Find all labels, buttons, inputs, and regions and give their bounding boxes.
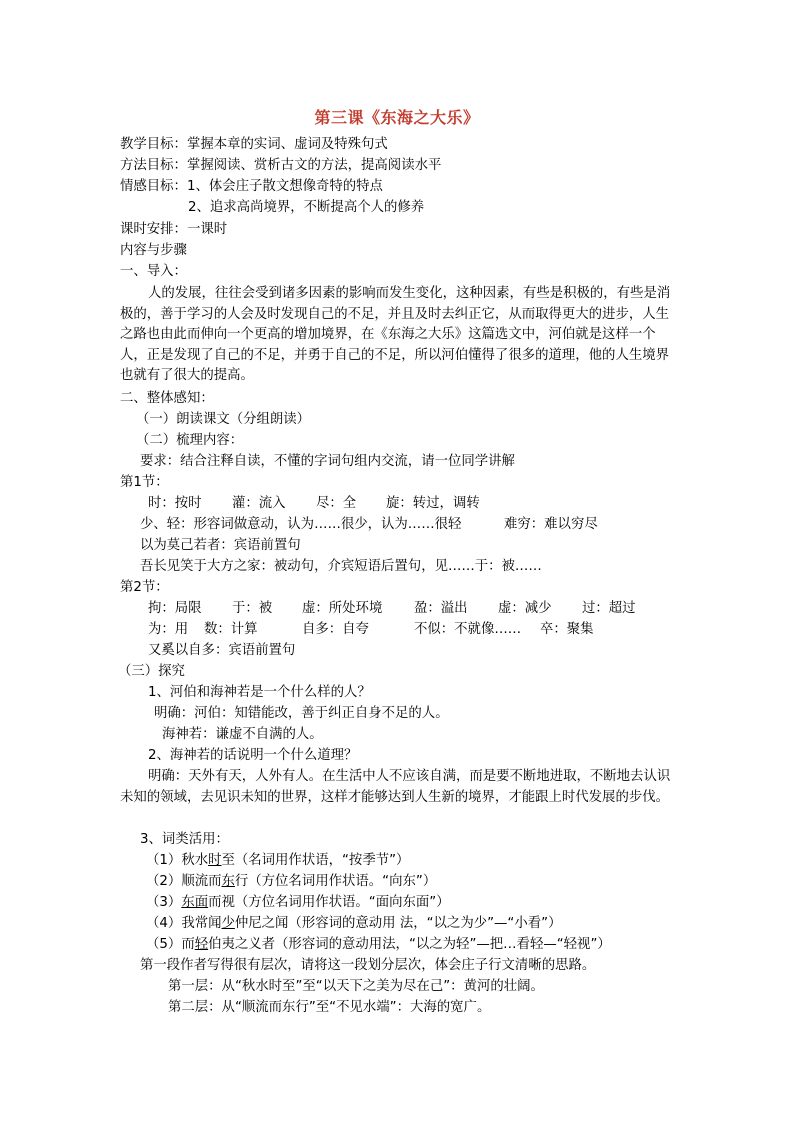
usage-item bbox=[146, 914, 561, 934]
usage-heading: 3、词类活用： bbox=[140, 832, 229, 847]
answer-1-hebo: 明确：河伯：知错能改，善于纠正自身不足的人。 bbox=[154, 706, 449, 721]
section-1-row-4: 吾长见笑于大方之家：被动句，介宾短语后置句，见……于：被…… bbox=[140, 559, 542, 574]
section-2-row-1 bbox=[148, 599, 636, 619]
section-1-row-1 bbox=[148, 494, 480, 514]
gloss-item: 为：用 bbox=[148, 622, 189, 637]
usage-item-number: （4） bbox=[146, 916, 182, 931]
gloss-item: 不似：不就像…… bbox=[414, 622, 522, 637]
explore-heading: （三）探究 bbox=[118, 664, 185, 679]
emotion-goal-1: 情感目标：1、体会庄子散文想像奇特的特点 bbox=[120, 179, 383, 194]
usage-item-underlined: 轻 bbox=[194, 937, 209, 952]
usage-item-text: 顺流而 bbox=[181, 874, 222, 889]
gloss-item: 虚：减少 bbox=[498, 601, 552, 616]
gloss-item: 盈：溢出 bbox=[414, 601, 468, 616]
sort-content-step: （二）梳理内容： bbox=[136, 433, 244, 448]
gloss-item: 旋：转过，调转 bbox=[386, 496, 480, 511]
question-1: 1、河伯和海神若是一个什么样的人？ bbox=[148, 685, 371, 700]
gloss-item: 尽：全 bbox=[316, 496, 357, 511]
section-1-row-3: 以为莫己若者：宾语前置句 bbox=[140, 538, 301, 553]
lesson-title: 第三课《东海之大乐》 bbox=[314, 108, 480, 127]
intro-text: 人的发展，往往会受到诸多因素的影响而发生变化，这种因素，有些是积极的，有些是消极的，善于学习的人会及时发现自己的不足，并且及时去纠正它，从而取得更大的进步，人生之路也由此而伸向一个更高的增加境界，在《东海之大乐》这篇选文中，河伯就是这样一个人，正是发现了自己的不足，并勇于自己的不足，所以河伯懂得了很多的道理，他的人生境界也就有了很大的提高。 bbox=[120, 286, 671, 383]
usage-item-text: 至（名词用作状语，“按季节”） bbox=[221, 853, 410, 868]
usage-item-number: （5） bbox=[146, 937, 182, 952]
overall-heading: 二、整体感知： bbox=[120, 391, 214, 406]
gloss-item: 拘：局限 bbox=[148, 601, 202, 616]
content-steps-heading: 内容与步骤 bbox=[120, 243, 187, 258]
section-2-heading: 第2节： bbox=[120, 580, 169, 595]
gloss-item: 过：超过 bbox=[582, 601, 636, 616]
question-2: 2、海神若的话说明一个什么道理？ bbox=[148, 748, 358, 763]
gloss-item: 虚：所处环境 bbox=[302, 601, 383, 616]
method-goal: 方法目标：掌握阅读、赏析古文的方法，提高阅读水平 bbox=[120, 158, 442, 173]
usage-item-text: 仲尼之闻（形容词的意动用 法，“以之为少”—“小看”） bbox=[234, 916, 562, 931]
usage-item-number: （3） bbox=[146, 895, 182, 910]
usage-item-number: （2） bbox=[146, 874, 182, 889]
layer-2: 第二层：从“顺流而东行”至“不见水端”：大海的宽广。 bbox=[168, 1000, 491, 1015]
usage-item-text: 我常闻 bbox=[181, 916, 222, 931]
usage-item-number: （1） bbox=[146, 853, 182, 868]
section-2-row-2 bbox=[148, 620, 594, 640]
answer-2-text: 明确：天外有天，人外有人。在生活中人不应该自满，而是要不断地进取，不断地去认识未知的领域，去见识未知的世界，这样才能够达到人生新的境界，才能跟上时代发展的步伐。 bbox=[120, 769, 671, 805]
teaching-goal: 教学目标：掌握本章的实词、虚词及特殊句式 bbox=[120, 137, 388, 152]
usage-item-text: 而 bbox=[181, 937, 195, 952]
usage-item bbox=[146, 872, 436, 892]
section-1-heading: 第1节： bbox=[120, 475, 169, 490]
gloss-item: 灌：流入 bbox=[232, 496, 286, 511]
gloss-item: 数：计算 bbox=[204, 622, 258, 637]
gloss-item: 自多：自夸 bbox=[302, 622, 369, 637]
usage-item-text: 伯夷之义者（形容词的意动用法，“以之为轻”—把…看轻—“轻视”） bbox=[208, 937, 611, 952]
read-aloud-step: （一）朗读课文（分组朗读） bbox=[136, 412, 311, 427]
class-hours: 课时安排：一课时 bbox=[120, 222, 228, 237]
answer-1-haishen: 海神若：谦虚不自满的人。 bbox=[162, 727, 323, 742]
usage-item bbox=[146, 935, 611, 955]
section-1-row-2 bbox=[140, 515, 598, 535]
usage-item-text: 行（方位名词用作状语。“向东”） bbox=[234, 874, 437, 889]
layers-intro: 第一段作者写得很有层次，请将这一段划分层次，体会庄子行文清晰的思路。 bbox=[140, 958, 596, 973]
usage-item-text: 秋水 bbox=[181, 853, 209, 868]
usage-item bbox=[146, 851, 409, 871]
usage-item-text: 而视（方位名词用作状语。“面向东面”） bbox=[208, 895, 450, 910]
requirement-text: 要求：结合注释自读，不懂的字词句组内交流，请一位同学讲解 bbox=[140, 454, 515, 469]
gloss-item: 于：被 bbox=[232, 601, 273, 616]
gloss-item: 少、轻：形容词做意动，认为……很少，认为……很轻 bbox=[140, 517, 462, 532]
emotion-goal-2: 2、追求高尚境界，不断提高个人的修养 bbox=[188, 200, 425, 215]
section-2-row-3: 又奚以自多：宾语前置句 bbox=[148, 643, 296, 658]
usage-item-underlined: 少 bbox=[221, 916, 235, 931]
usage-item-underlined: 时 bbox=[208, 853, 222, 868]
answer-2-paragraph bbox=[120, 767, 675, 808]
layer-1: 第一层：从“秋水时至”至“以天下之美为尽在己”：黄河的壮阔。 bbox=[168, 979, 544, 994]
intro-paragraph bbox=[120, 284, 675, 387]
intro-heading: 一、导入： bbox=[120, 264, 187, 279]
usage-item-underlined: 东 bbox=[221, 874, 235, 889]
gloss-item: 卒：聚集 bbox=[540, 622, 594, 637]
gloss-item: 时：按时 bbox=[148, 496, 202, 511]
gloss-item: 难穷：难以穷尽 bbox=[504, 517, 598, 532]
usage-item bbox=[146, 893, 450, 913]
usage-item-underlined: 东面 bbox=[181, 895, 209, 910]
